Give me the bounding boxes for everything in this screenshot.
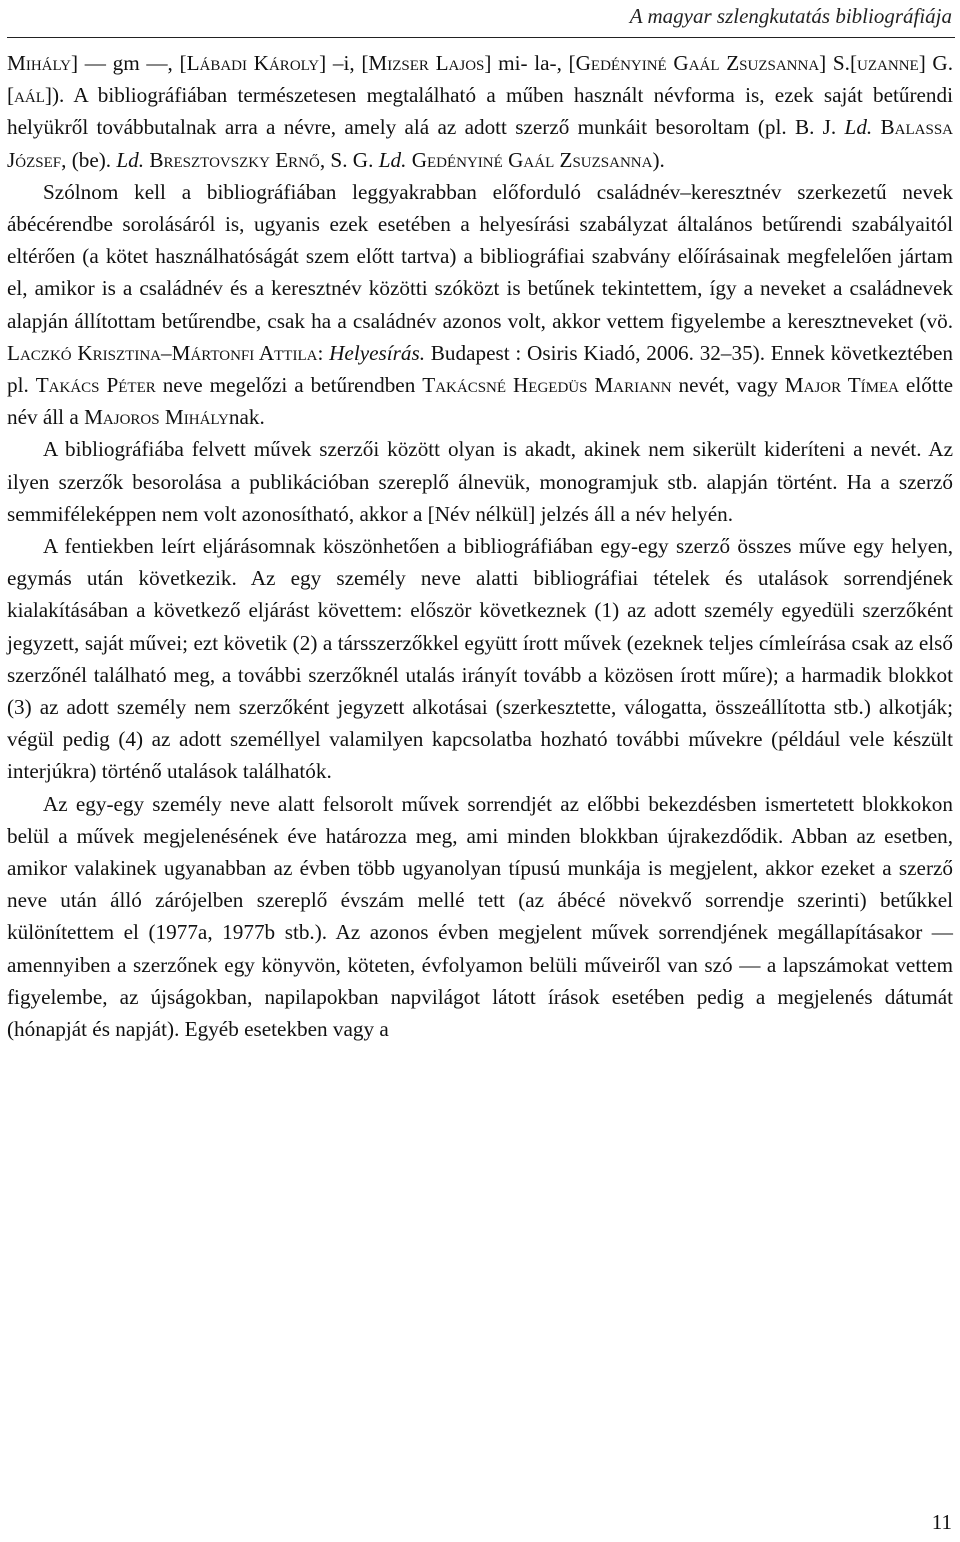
small-caps-name: aál (14, 83, 45, 108)
small-caps-name: Takácsné Hegedüs Mariann (422, 373, 672, 398)
text-run: ]). A bibliográfiában természetesen megtalálható a műben használt névforma is, ezek saját betűrendi helyükről továbbutalnak arra a névre, amely alá az adott szerző munkáit besoroltam (pl. B. J. (7, 83, 953, 140)
small-caps-name: Majoros Mihály (84, 405, 229, 430)
text-run: ] –i, [ (319, 51, 369, 75)
small-caps-name: uzanne (857, 51, 919, 75)
text-run: ). (652, 147, 665, 172)
text-run: A fentiekben leírt eljárásomnak köszönhetően a bibliográfiában egy-egy szerző összes műve egy helyen, egymás után következik. Az egy személy neve alatti bibliográfiai tételek és utalások sorrendjének kialakításában a következő eljárást követtem: először következnek (1) az adott személy egyedüli szerzőként jegyzett, saját művei; ezt követik (2) a társszerzőkkel együtt írott művek (ezeknek teljes címleírása csak az első szerzőnél található meg, a további szerzőknél utalás irányít tovább a közösen írott műre); a harmadik blokkot (3) az adott személy nem szerzőként jegyzett alkotásai (szerkesztette, válogatta, összeállította stb.) alkotják; végül pedig (4) az adott személlyel valamilyen kapcsolatba hozható további művekre (például vele készült interjúkra) történő utalások találhatók. (7, 534, 953, 784)
small-caps-name: Gedényiné Gaál Zsuzsanna (411, 147, 653, 172)
paragraph (7, 530, 953, 788)
paragraph (7, 433, 953, 530)
small-caps-name: Major Tímea (784, 373, 899, 398)
small-caps-name: Bresztovszky Ernő (149, 147, 320, 172)
italic-text: Ld. (378, 147, 407, 172)
text-run (872, 115, 880, 139)
text-run: Szólnom kell a bibliográfiában leggyakrabban előforduló családnév–keresztnév szerkezetű nevek ábécérendbe sorolásáról is, ugyanis ezek esetében a helyesírási szabályzat általános betűrendi szabályaitól eltérően (a kötet használhatóságát szem előtt tartva) a bibliográfiai szabvány előírásainak megfelelően jártam el, amikor is a családnév és a keresztnév közötti szóközt is betűnek tekintettem, így a neveket a családnevek alapján állítottam betűrendbe, csak ha a családnév azonos volt, akkor vettem figyelembe a keresztneveket (vö. (7, 179, 953, 333)
header-rule (7, 37, 955, 38)
small-caps-name: Takács Péter (35, 373, 156, 398)
text-run: ] — gm —, [ (71, 51, 187, 75)
body-text (7, 47, 953, 1045)
small-caps-name: Mizser Lajos (368, 51, 485, 75)
small-caps-name: Balassa József (7, 115, 954, 172)
text-run: előtte név áll a (7, 373, 953, 430)
paragraph (7, 47, 953, 176)
text-run: ] G.[ (7, 51, 954, 108)
text-run: : (317, 340, 330, 365)
small-caps-name: Mihály (7, 51, 71, 75)
text-run: A bibliográfiába felvett művek szerzői között olyan is akadt, akinek nem sikerült kideríteni a nevét. Az ilyen szerzők besorolása a publikációban szereplő álnevük, monogramjuk stb. alapján történt. Ha a szerző semmiféleképpen nem volt azonosítható, akkor a [Név nélkül] jelzés áll a név helyén. (7, 437, 953, 526)
text-run: ] mi- la-, [ (484, 51, 576, 75)
page-number: 11 (931, 1510, 952, 1534)
text-run: Budapest : Osiris Kiadó, 2006. 32–35). Ennek következtében pl. (7, 340, 954, 398)
italic-text: Ld. (116, 147, 145, 172)
small-caps-name: Lábadi Károly (186, 51, 320, 75)
small-caps-name: Gedényiné Gaál Zsuzsanna (575, 51, 820, 75)
italic-text: Helyesírás. (329, 340, 426, 365)
text-run: ] S.[ (819, 51, 858, 75)
italic-text: Ld. (844, 115, 873, 140)
small-caps-name: Laczkó Krisztina–Mártonfi Attila (7, 340, 318, 365)
paragraph (7, 176, 953, 434)
text-run: Az egy-egy személy neve alatt felsorolt művek sorrendjét az előbbi bekezdésben ismertetett blokkokon belül a művek megjelenésének éve határozza meg, ami minden blokkban újrakezdődik. Abban az esetben, amikor valakinek ugyanabban az évben több ugyanolyan típusú munkája is megjelent, akkor ezeket a szerző neve után álló zárójelben szereplő évszám mellé tett (az ábécé növekvő sorrendje szerinti) betűkkel különítettem el (1977a, 1977b stb.). Az azonos évben megjelent művek sorrendjének megállapításakor — amennyiben a szerzőnek egy könyvön, köteten, évfolyamon belüli műveiről van szó — a lapszámokat vettem figyelembe, az újságokban, napilapokban napvilágot látott írások esetében pedig a megjelenés dátumát (hónapját és napját). Egyéb esetekben vagy a (7, 791, 953, 1042)
text-run: nevét, vagy (671, 373, 785, 398)
text-run: , (be). (61, 147, 117, 172)
text-run: neve megelőzi a betűrendben (155, 373, 423, 398)
paragraph (7, 788, 953, 1046)
text-run: , S. G. (319, 147, 379, 172)
text-run: nak. (228, 405, 265, 430)
running-head: A magyar szlengkutatás bibliográfiája (629, 4, 952, 28)
